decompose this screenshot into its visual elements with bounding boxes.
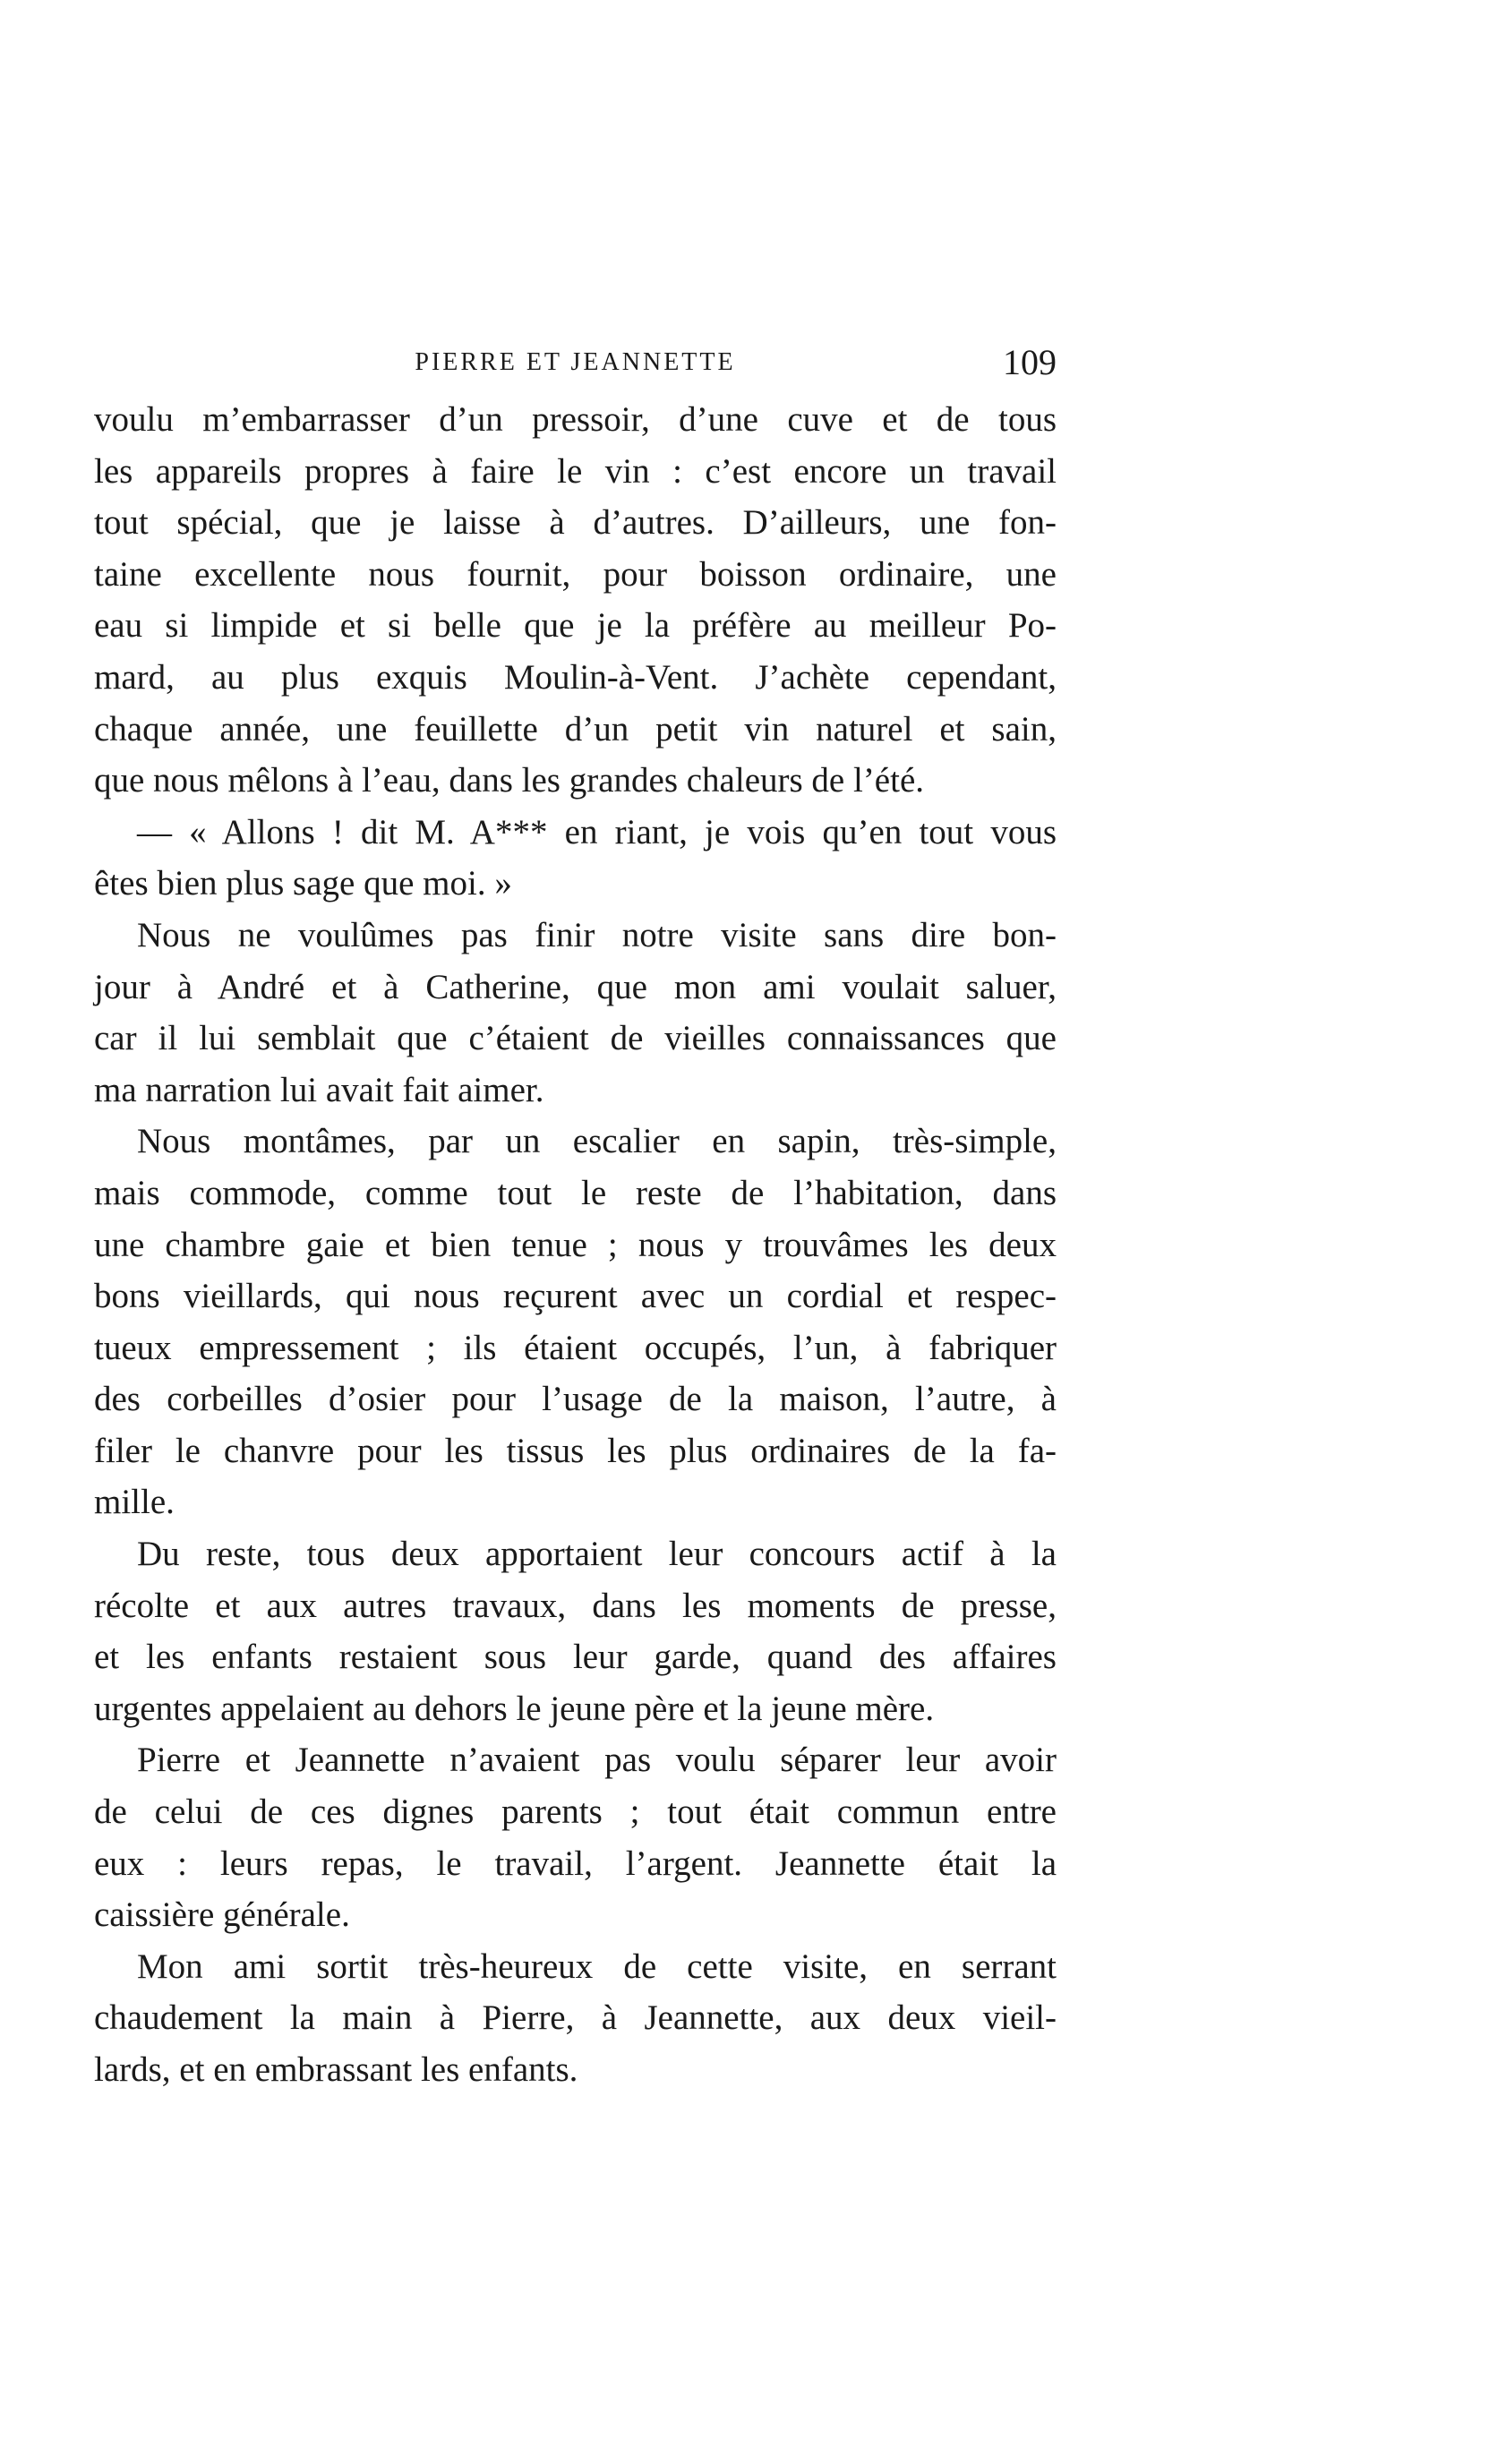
text-line: mais commode, comme tout le reste de l’habitation, dans <box>94 1173 1057 1212</box>
text-line: êtes bien plus sage que moi. » <box>94 864 512 903</box>
text-line: tueux empressement ; ils étaient occupés, l’un, à fabriquer <box>94 1328 1057 1367</box>
text-line: jour à André et à Catherine, que mon ami voulait saluer, <box>94 967 1057 1006</box>
text-line: caissière générale. <box>94 1895 350 1935</box>
page-number: 109 <box>1003 342 1057 382</box>
text-line: récolte et aux autres travaux, dans les moments de presse, <box>94 1586 1057 1625</box>
text-line: que nous mêlons à l’eau, dans les grandes chaleurs de l’été. <box>94 761 925 800</box>
text-line: Nous montâmes, par un escalier en sapin, très-simple, <box>137 1122 1057 1161</box>
text-line: tout spécial, que je laisse à d’autres. D’ailleurs, une fon- <box>94 503 1057 543</box>
text-line: taine excellente nous fournit, pour boisson ordinaire, une <box>94 554 1057 594</box>
text-line: chaudement la main à Pierre, à Jeannette, aux deux vieil- <box>94 1998 1057 2038</box>
text-line: — « Allons ! dit M. A*** en riant, je vois qu’en tout vous <box>137 812 1057 851</box>
text-line: une chambre gaie et bien tenue ; nous y trouvâmes les deux <box>94 1225 1057 1264</box>
text-line: voulu m’embarrasser d’un pressoir, d’une cuve et de tous <box>94 400 1057 439</box>
text-line: bons vieillards, qui nous reçurent avec un cordial et respec- <box>94 1277 1057 1316</box>
text-line: mard, au plus exquis Moulin-à-Vent. J’achète cependant, <box>94 657 1057 697</box>
text-line: Pierre et Jeannette n’avaient pas voulu séparer leur avoir <box>137 1741 1057 1780</box>
text-line: lards, et en embrassant les enfants. <box>94 2050 578 2089</box>
text-line: eau si limpide et si belle que je la préfère au meilleur Po- <box>94 606 1057 646</box>
text-line: eux : leurs repas, le travail, l’argent. Jeannette était la <box>94 1844 1057 1883</box>
text-line: filer le chanvre pour les tissus les plus ordinaires de la fa- <box>94 1431 1057 1470</box>
text-line: Du reste, tous deux apportaient leur concours actif à la <box>137 1535 1057 1574</box>
text-line: ma narration lui avait fait aimer. <box>94 1070 544 1109</box>
text-line: urgentes appelaient au dehors le jeune père et la jeune mère. <box>94 1689 935 1728</box>
text-line: des corbeilles d’osier pour l’usage de la maison, l’autre, à <box>94 1380 1057 1419</box>
text-line: de celui de ces dignes parents ; tout était commun entre <box>94 1792 1057 1832</box>
text-line: car il lui semblait que c’étaient de vieilles connaissances que <box>94 1019 1057 1058</box>
body-text <box>94 394 1057 2096</box>
text-line: Mon ami sortit très-heureux de cette visite, en serrant <box>137 1946 1057 1986</box>
running-title: PIERRE ET JEANNETTE <box>415 348 736 376</box>
running-head <box>94 340 1057 385</box>
text-line: mille. <box>94 1483 175 1522</box>
text-line: les appareils propres à faire le vin : c’est encore un travail <box>94 451 1057 491</box>
text-line: et les enfants restaient sous leur garde, quand des affaires <box>94 1638 1057 1677</box>
text-line: chaque année, une feuillette d’un petit vin naturel et sain, <box>94 709 1057 749</box>
text-line: Nous ne voulûmes pas finir notre visite sans dire bon- <box>137 915 1057 954</box>
